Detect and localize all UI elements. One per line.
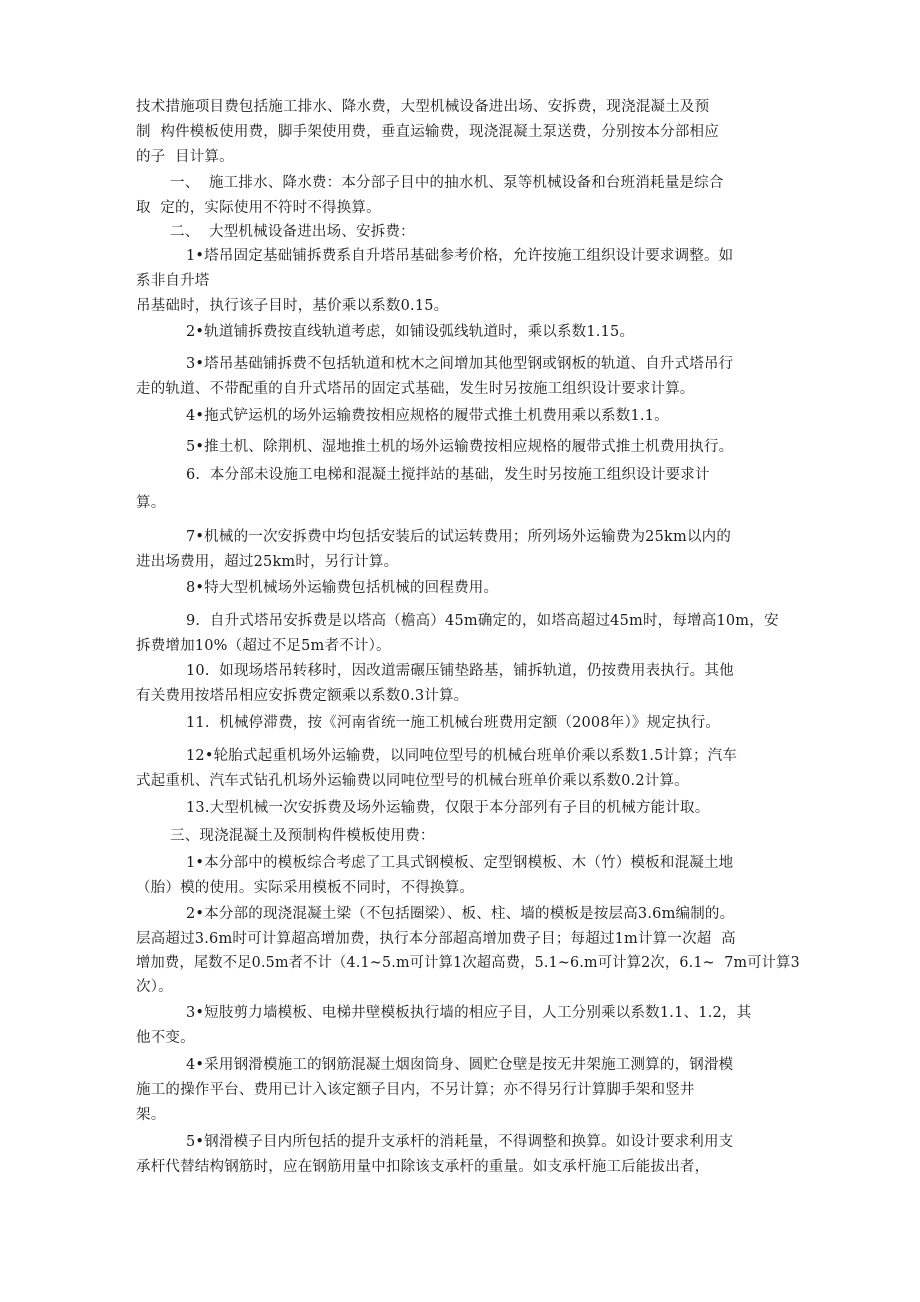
text-line: 增加费，尾数不足0.5m者不计（4.1~5.m可计算1次超高费，5.1~6.m可计算2次，6.1~ 7m可计算3 [136, 955, 800, 971]
text-line: 二、 大型机械设备进出场、安拆费： [170, 224, 415, 240]
text-line: 式起重机、汽车式钻孔机场外运输费以同吨位型号的机械台班单价乘以系数0.2计算。 [136, 773, 689, 789]
text-line: 12•轮胎式起重机场外运输费，以同吨位型号的机械台班单价乘以系数1.5计算；汽车 [186, 748, 738, 764]
text-line: 技术措施项目费包括施工排水、降水费，大型机械设备进出场、安拆费，现浇混凝土及预 [136, 99, 710, 115]
text-line: 施工的操作平台、费用已计入该定额子目内，不另计算；亦不得另行计算脚手架和竖井 [136, 1082, 695, 1098]
text-line: 5•推土机、除荆机、湿地推土机的场外运输费按相应规格的履带式推土机费用执行。 [186, 439, 734, 455]
text-line: 他不变。 [136, 1030, 195, 1046]
text-line: 次）。 [136, 979, 173, 995]
text-line: 算。 [136, 495, 166, 511]
text-line: 7•机械的一次安拆费中均包括安装后的试运转费用；所列场外运输费为25km以内的 [186, 529, 732, 545]
text-line: 11. 机械停滞费，按《河南省统一施工机械台班费用定额（2008年）》规定执行。 [186, 715, 721, 731]
text-line: 9. 自升式塔吊安拆费是以塔高（檐高）45m确定的，如塔高超过45m时，每增高10m，安 [186, 613, 779, 629]
text-line: 4•采用钢滑模施工的钢筋混凝土烟囱筒身、圆贮仓壁是按无井架施工测算的，钢滑模 [186, 1057, 734, 1073]
text-line: 吊基础时，执行该子目时，基价乘以系数0.15。 [136, 298, 449, 314]
text-line: 13.大型机械一次安拆费及场外运输费，仅限于本分部列有子目的机械方能计取。 [186, 800, 710, 816]
text-line: 6. 本分部未设施工电梯和混凝土搅拌站的基础，发生时另按施工组织设计要求计 [186, 467, 710, 483]
text-line: （胎）模的使用。实际采用模板不同时，不得换算。 [136, 880, 475, 896]
text-line: 2•本分部的现浇混凝土梁（不包括圈梁）、板、柱、墙的模板是按层高3.6m编制的。 [186, 906, 735, 922]
text-line: 3•塔吊基础铺拆费不包括轨道和枕木之间增加其他型钢或钢板的轨道、自升式塔吊行 [186, 356, 734, 372]
text-line: 三、现浇混凝土及预制构件模板使用费： [170, 828, 435, 844]
text-line: 系非自升塔 [136, 273, 210, 289]
text-line: 制 构件模板使用费，脚手架使用费，垂直运输费，现浇混凝土泵送费，分别按本分部相应 [136, 124, 719, 140]
text-line: 有关费用按塔吊相应安拆费定额乘以系数0.3计算。 [136, 688, 469, 704]
text-line: 一、 施工排水、降水费：本分部子目中的抽水机、泵等机械设备和台班消耗量是综合 [170, 175, 724, 191]
text-line: 拆费增加10%（超过不足5m者不计）。 [136, 638, 391, 654]
text-line: 走的轨道、不带配重的自升式塔吊的固定式基础，发生时另按施工组织设计要求计算。 [136, 381, 695, 397]
text-line: 承杆代替结构钢筋时，应在钢筋用量中扣除该支承杆的重量。如支承杆施工后能拔出者， [136, 1159, 710, 1175]
text-line: 10. 如现场塔吊转移时，因改道需碾压铺垫路基，铺拆轨道，仍按费用表执行。其他 [186, 663, 734, 679]
text-line: 取 定的，实际使用不符时不得换算。 [136, 200, 381, 216]
text-line: 4•拖式铲运机的场外运输费按相应规格的履带式推土机费用乘以系数1.1。 [186, 408, 669, 424]
text-line: 3•短肢剪力墙模板、电梯井壁模板执行墙的相应子目，人工分别乘以系数1.1、1.2，其 [186, 1005, 752, 1021]
text-line: 的子 目计算。 [136, 149, 234, 165]
text-line: 1•本分部中的模板综合考虑了工具式钢模板、定型钢模板、木（竹）模板和混凝土地 [186, 855, 734, 871]
text-line: 架。 [136, 1107, 166, 1123]
text-line: 2•轨道铺拆费按直线轨道考虑，如铺设弧线轨道时，乘以系数1.15。 [186, 324, 635, 340]
text-line: 进出场费用，超过25km时，另行计算。 [136, 554, 399, 570]
text-line: 1•塔吊固定基础铺拆费系自升塔吊基础参考价格，允许按施工组织设计要求调整。如 [186, 248, 734, 264]
text-line: 5•钢滑模子目内所包括的提升支承杆的消耗量，不得调整和换算。如设计要求利用支 [186, 1134, 734, 1150]
text-line: 层高超过3.6m时可计算超高增加费，执行本分部超高增加费子目；每超过1m计算一次超 高 [136, 931, 736, 947]
text-line: 8•特大型机械场外运输费包括机械的回程费用。 [186, 580, 499, 596]
